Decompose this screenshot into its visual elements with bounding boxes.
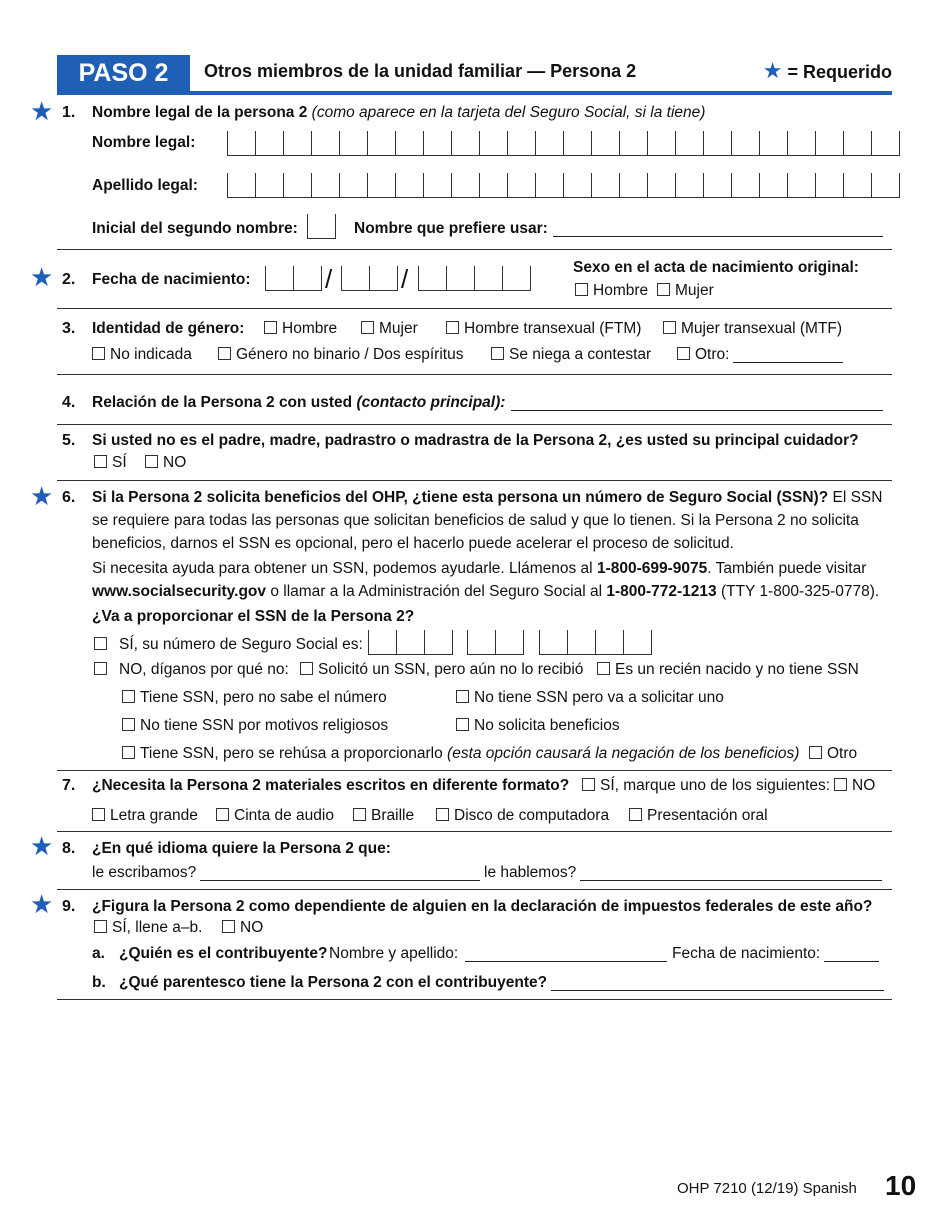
required-star-icon: ★ [30,262,54,292]
gender-opt-2[interactable] [361,320,418,338]
required-star-icon: ★ [30,831,54,861]
ssn-help-4: (TTY 1-800-325-0778). [716,583,880,600]
checkbox[interactable] [436,808,449,821]
caregiver-no-label: NO [163,454,187,471]
ssn-yes-label: SÍ, su número de Seguro Social es: [119,636,363,653]
taxpayer-relationship-question: ¿Qué parentesco tiene la Persona 2 con el contribuyente? [119,974,548,991]
ssn-part-2-field[interactable] [467,630,524,655]
divider [57,831,892,832]
ssn-reason-7-label: Tiene SSN, pero se rehúsa a proporcionarlo [140,745,443,762]
sex-female-option[interactable] [657,282,714,300]
checkbox[interactable] [218,347,231,360]
checkbox[interactable] [94,637,107,650]
gender-opt-2-label: Mujer [379,320,418,337]
ssn-reason-1-label: Solicitó un SSN, pero aún no lo recibió [318,661,584,678]
gender-opt-7-label: Se niega a contestar [509,346,652,363]
checkbox[interactable] [456,718,469,731]
last-name-field[interactable] [227,173,900,198]
gender-opt-7[interactable] [491,346,651,364]
ssn-reason-1[interactable] [300,661,583,679]
q6-number: 6. [62,489,76,506]
q9-number: 9. [62,898,76,915]
dependent-yes-option[interactable] [94,919,202,937]
ssn-reason-5[interactable] [122,717,388,735]
dob-month-field[interactable] [265,266,322,291]
caregiver-yes-label: SÍ [112,454,127,471]
gender-opt-6[interactable] [218,346,463,364]
sex-male-option[interactable] [575,282,648,300]
taxpayer-question: ¿Quién es el contribuyente? [119,945,328,962]
middle-initial-field[interactable] [307,214,336,239]
ssn-reason-8[interactable] [809,745,857,763]
checkbox[interactable] [122,718,135,731]
gender-opt-3-label: Hombre transexual (FTM) [464,320,642,337]
last-name-label: Apellido legal: [92,177,198,194]
form-code: OHP 7210 (12/19) Spanish [677,1180,857,1197]
divider [57,889,892,890]
ssn-reason-6[interactable] [456,717,620,735]
relationship-label-text: Relación de la Persona 2 con usted [92,394,353,411]
checkbox[interactable] [92,347,105,360]
dependent-yes-label: SÍ, llene a–b. [112,919,203,936]
required-legend [763,58,892,84]
item-a-letter: a. [92,945,105,962]
dependent-no-label: NO [240,919,264,936]
dependent-no-option[interactable] [222,919,263,937]
dob-day-field[interactable] [341,266,398,291]
gender-opt-3[interactable] [446,320,641,338]
checkbox[interactable] [264,321,277,334]
speak-language-field[interactable] [580,866,882,881]
format-opt-1-label: Letra grande [110,807,198,824]
checkbox[interactable] [446,321,459,334]
divider [57,249,892,250]
checkbox[interactable] [94,662,107,675]
ssn-reason-6-label: No solicita beneficios [474,717,620,734]
checkbox[interactable] [597,662,610,675]
divider [57,770,892,771]
format-opt-5[interactable] [629,807,768,825]
required-star-icon: ★ [30,481,54,511]
format-opt-5-label: Presentación oral [647,807,768,824]
step-label: PASO 2 [78,58,169,87]
preferred-name-field[interactable] [553,222,883,237]
item-b-letter: b. [92,974,106,991]
ssn-reason-5-label: No tiene SSN por motivos religiosos [140,717,389,734]
ssa-website-link[interactable]: www.socialsecurity.gov [92,583,267,600]
format-opt-1[interactable] [92,807,198,825]
gender-opt-8-label: Otro: [695,346,730,363]
checkbox[interactable] [834,778,847,791]
date-slash: / [401,264,409,294]
checkbox[interactable] [222,920,235,933]
format-yes-option[interactable] [582,777,830,795]
format-opt-3-label: Braille [371,807,415,824]
format-opt-2-label: Cinta de audio [234,807,334,824]
language-question: ¿En qué idioma quiere la Persona 2 que: [92,840,391,857]
taxpayer-dob-field[interactable] [824,947,879,962]
q1-title-italic: (como aparece en la tarjeta del Seguro Social, si la tiene) [311,104,706,121]
checkbox[interactable] [657,283,670,296]
ssn-part-1-field[interactable] [368,630,453,655]
gender-opt-4[interactable] [663,320,842,338]
sex-female-label: Mujer [675,282,714,299]
format-opt-4[interactable] [436,807,609,825]
q7-number: 7. [62,777,76,794]
caregiver-question: Si usted no es el padre, madre, padrastro o madrastra de la Persona 2, ¿es usted su principal cuidador? [92,432,859,449]
taxpayer-relationship-field[interactable] [551,976,884,991]
format-no-label: NO [852,777,876,794]
ssn-reason-3-label: Tiene SSN, pero no sabe el número [140,689,387,706]
ssn-reason-4[interactable] [456,689,724,707]
taxpayer-name-field[interactable] [465,947,667,962]
ssa-phone-link[interactable]: 1-800-772-1213 [606,583,717,600]
date-slash: / [325,264,333,294]
ssn-help-1: Si necesita ayuda para obtener un SSN, podemos ayudarle. Llámenos al [92,560,597,577]
divider [57,374,892,375]
first-name-label: Nombre legal: [92,134,196,151]
gender-opt-5-label: No indicada [110,346,192,363]
page-title: Otros miembros de la unidad familiar — Persona 2 [204,61,637,81]
checkbox[interactable] [122,690,135,703]
header-rule [57,91,892,95]
ssn-reason-4-label: No tiene SSN pero va a solicitar uno [474,689,724,706]
format-question: ¿Necesita la Persona 2 materiales escritos en diferente formato? [92,777,570,794]
ssn-reason-8-label: Otro [827,745,858,762]
gender-opt-4-label: Mujer transexual (MTF) [681,320,843,337]
step-header [57,55,892,91]
checkbox[interactable] [629,808,642,821]
taxpayer-dob-label: Fecha de nacimiento: [672,945,821,962]
checkbox[interactable] [92,808,105,821]
format-opt-4-label: Disco de computadora [454,807,610,824]
checkbox[interactable] [582,778,595,791]
gender-opt-1-label: Hombre [282,320,338,337]
checkbox[interactable] [353,808,366,821]
required-star-icon: ★ [30,96,54,126]
ssn-help-3: o llamar a la Administración del Seguro Social al [266,583,607,600]
dependent-question: ¿Figura la Persona 2 como dependiente de alguien en la declaración de impuestos federales de este año? [92,898,873,915]
ssn-yes-option[interactable] [94,636,363,654]
checkbox[interactable] [361,321,374,334]
ssn-no-label: NO, díganos por qué no: [119,661,289,678]
speak-language-label: le hablemos? [484,864,577,881]
step-badge [57,55,190,91]
ssn-no-option[interactable] [94,661,289,679]
q2-number: 2. [62,271,76,288]
caregiver-no-option[interactable] [145,454,186,472]
checkbox[interactable] [575,283,588,296]
q1-title-bold: Nombre legal de la persona 2 [92,104,308,121]
middle-initial-label: Inicial del segundo nombre: [92,220,298,237]
q1-title [92,104,705,122]
required-legend-text: = Requerido [787,62,892,82]
page-number: 10 [885,1170,917,1201]
checkbox[interactable] [145,455,158,468]
q5-number: 5. [62,432,76,449]
gender-opt-1[interactable] [264,320,337,338]
gender-opt-5[interactable] [92,346,192,364]
required-star-icon: ★ [30,889,54,919]
gender-other-field[interactable] [733,348,843,363]
q1-number: 1. [62,104,76,121]
ssn-question-paragraph [92,486,892,555]
divider [57,424,892,425]
sex-male-label: Hombre [593,282,649,299]
star-icon: ★ [762,58,783,83]
q3-number: 3. [62,320,76,337]
format-opt-2[interactable] [216,807,334,825]
relationship-field[interactable] [511,396,883,411]
checkbox[interactable] [216,808,229,821]
checkbox[interactable] [456,690,469,703]
write-language-field[interactable] [200,866,480,881]
gender-opt-8[interactable] [677,346,729,364]
ssn-question-bold: Si la Persona 2 solicita beneficios del OHP, ¿tiene esta persona un número de Seguro Social (SSN)? [92,489,829,506]
format-opt-3[interactable] [353,807,414,825]
ssn-help-2: . También puede visitar [707,560,867,577]
ssn-reason-2-label: Es un recién nacido y no tiene SSN [615,661,859,678]
ssn-part-3-field[interactable] [539,630,652,655]
ssn-question-rest: El SSN se requiere para todas las personas que solicitan beneficios de salud y que lo tienen. Si la Persona 2 no solicita beneficios, darnos el SSN es opcional, pero el hacerlo puede acelerar el proceso de solicitud. [92,489,883,552]
q4-number: 4. [62,394,76,411]
taxpayer-name-label: Nombre y apellido: [329,945,459,962]
checkbox[interactable] [94,455,107,468]
ssn-help-paragraph [92,557,902,603]
ssn-reason-3[interactable] [122,689,387,707]
checkbox[interactable] [677,347,690,360]
checkbox[interactable] [491,347,504,360]
dob-year-field[interactable] [418,266,531,291]
checkbox[interactable] [663,321,676,334]
gender-label: Identidad de género: [92,320,245,337]
first-name-field[interactable] [227,131,900,156]
checkbox[interactable] [122,746,135,759]
gender-opt-6-label: Género no binario / Dos espíritus [236,346,464,363]
q8-number: 8. [62,840,76,857]
dob-label: Fecha de nacimiento: [92,271,251,288]
checkbox[interactable] [94,920,107,933]
preferred-name-label: Nombre que prefiere usar: [354,220,548,237]
ohp-phone-link[interactable]: 1-800-699-9075 [596,560,708,577]
ssn-reason-2[interactable] [597,661,859,679]
ssn-reason-7-note: (esta opción causará la negación de los beneficios) [447,745,800,762]
format-no-option[interactable] [834,777,875,795]
ssn-reason-7[interactable] [122,745,799,763]
caregiver-yes-option[interactable] [94,454,127,472]
relationship-label-italic: (contacto principal): [356,394,506,411]
checkbox[interactable] [300,662,313,675]
divider [57,480,892,481]
ssn-provide-question: ¿Va a proporcionar el SSN de la Persona 2? [92,608,415,625]
relationship-label [92,394,505,412]
sex-label: Sexo en el acta de nacimiento original: [573,259,859,276]
write-language-label: le escribamos? [92,864,197,881]
divider [57,308,892,309]
format-yes-label: SÍ, marque uno de los siguientes: [600,777,831,794]
checkbox[interactable] [809,746,822,759]
divider [57,999,892,1000]
